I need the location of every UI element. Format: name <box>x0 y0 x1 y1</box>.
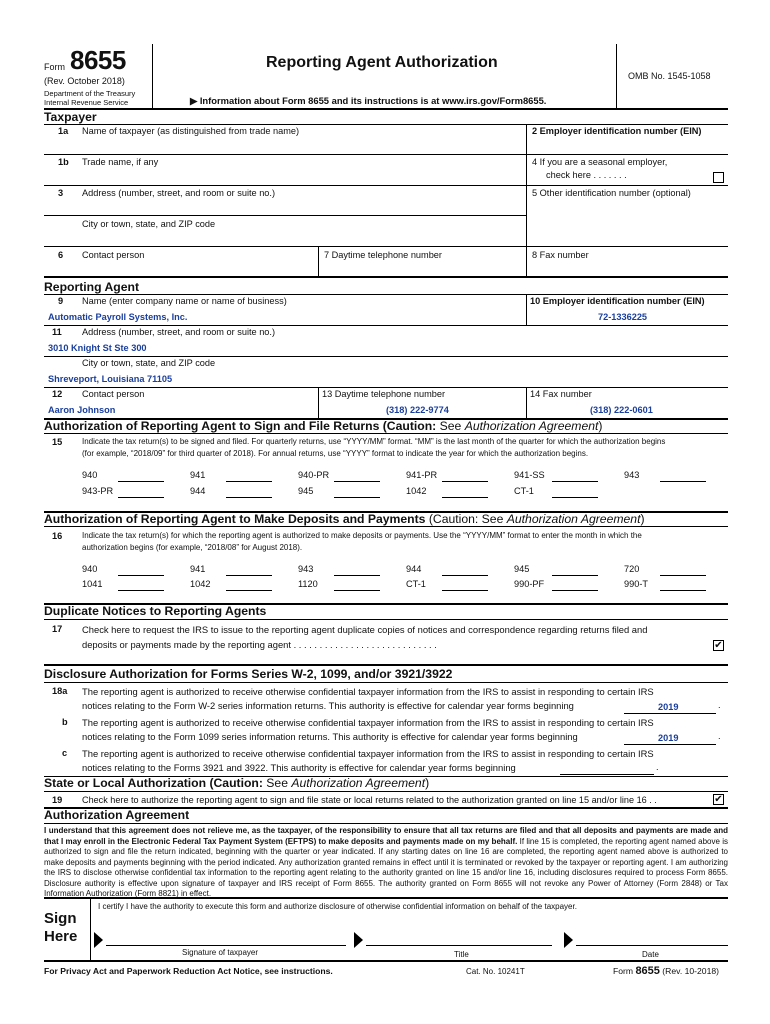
form-label: 941-SS <box>514 470 545 480</box>
form-number: 8655 <box>70 45 126 75</box>
line-1a-number: 1a <box>58 126 69 136</box>
footer-form-number: 8655 <box>635 965 660 977</box>
state-local-section-title <box>44 776 429 790</box>
line-18c-text-1: The reporting agent is authorized to receive otherwise confidential taxpayer information from the IRS to assist in responding to certain IRS <box>82 748 654 759</box>
seasonal-employer-checkbox[interactable] <box>713 172 724 183</box>
form-date-field[interactable] <box>442 481 488 482</box>
agent-name-field[interactable]: Automatic Payroll Systems, Inc. <box>48 312 188 322</box>
rule <box>44 294 728 295</box>
deposits-title-see: See <box>478 512 507 526</box>
taxpayer-column-divider <box>526 124 527 248</box>
rule <box>44 124 728 125</box>
state-local-checkbox[interactable]: ✔ <box>714 794 723 805</box>
form-label: 943 <box>624 470 640 480</box>
1099-year-underline <box>624 744 716 745</box>
form-label: 945 <box>298 486 314 496</box>
column-divider <box>318 246 319 276</box>
rule <box>44 791 728 792</box>
form-label: 1042 <box>406 486 427 496</box>
line-18b-text-2: notices relating to the Form 1099 series information returns. This authority is effective for calendar year forms beginning <box>82 731 578 742</box>
sign-file-title-italic: Authorization Agreement <box>464 419 599 433</box>
privacy-notice: For Privacy Act and Paperwork Reduction Act Notice, see instructions. <box>44 966 333 976</box>
period: . <box>718 700 721 710</box>
footer-form-word: Form <box>613 966 636 976</box>
omb-number: OMB No. 1545-1058 <box>628 71 711 81</box>
rule <box>44 215 526 216</box>
sign-file-title-end: ) <box>598 419 603 433</box>
state-local-title-bold: State or Local Authorization (Caution: <box>44 776 263 790</box>
form-label: 941-PR <box>406 470 438 480</box>
form-label: 941 <box>190 564 206 574</box>
line-6-label: Contact person <box>82 250 145 260</box>
line-19-text: Check here to authorize the reporting agent to sign and file state or local returns related to the authorization granted on line 15 and/or line 16 . . <box>82 795 657 805</box>
taxpayer-city-label: City or town, state, and ZIP code <box>82 219 216 229</box>
line-19-number: 19 <box>52 795 63 805</box>
form-title: Reporting Agent Authorization <box>266 54 498 71</box>
rule <box>44 276 728 278</box>
taxpayer-signature-field[interactable] <box>106 945 346 946</box>
catalog-number: Cat. No. 10241T <box>466 967 525 976</box>
line-9-label: Name (enter company name or name of business) <box>82 296 287 306</box>
header-rule <box>44 108 728 110</box>
w2-year-underline <box>624 713 716 714</box>
form-label: 943-PR <box>82 486 114 496</box>
line-2-label: 2 Employer identification number (EIN) <box>532 126 702 136</box>
period: . <box>656 762 659 772</box>
form-label: CT-1 <box>514 486 534 496</box>
title-arrow-icon <box>354 932 363 948</box>
line-4-check-here: check here . . . . . . . <box>546 170 627 180</box>
department-line-2: Internal Revenue Service <box>44 98 129 107</box>
line-1b-number: 1b <box>58 157 69 167</box>
footer-form-rev: (Rev. 10-2018) <box>659 966 719 976</box>
sign-file-title-bold: Authorization of Reporting Agent to Sign and File Returns (Caution: <box>44 419 437 433</box>
state-local-title-italic: Authorization Agreement <box>291 776 426 790</box>
form-label: 944 <box>190 486 206 496</box>
rule <box>44 356 728 357</box>
deposits-title-italic: Authorization Agreement <box>506 512 641 526</box>
form-label: CT-1 <box>406 579 426 589</box>
agent-ein-field[interactable]: 72-1336225 <box>598 312 648 322</box>
department-line-1: Department of the Treasury <box>44 89 136 98</box>
date-arrow-icon <box>564 932 573 948</box>
rule <box>44 664 728 666</box>
rule <box>44 433 728 434</box>
line-9-number: 9 <box>58 296 64 306</box>
form-label: 945 <box>514 564 530 574</box>
line-12-label: Contact person <box>82 389 145 399</box>
deposits-title-end: ) <box>640 512 645 526</box>
1099-year-field[interactable]: 2019 <box>658 733 679 743</box>
line-16-number: 16 <box>52 531 63 541</box>
form-date-field[interactable] <box>334 481 380 482</box>
state-local-title-see: See <box>262 776 292 790</box>
form-date-field[interactable] <box>660 481 706 482</box>
agreement-section-title: Authorization Agreement <box>44 808 190 822</box>
date-label: Date <box>642 950 659 959</box>
line-17-number: 17 <box>52 624 63 634</box>
form-date-field[interactable] <box>118 481 164 482</box>
deposits-title-bold: Authorization of Reporting Agent to Make Deposits and Payments <box>44 512 426 526</box>
rule <box>44 154 728 155</box>
form-date-field[interactable] <box>334 590 380 591</box>
sign-file-title-see: See <box>436 419 465 433</box>
form-label: 940 <box>82 470 98 480</box>
line-18a-number: 18a <box>52 686 68 696</box>
agent-city-field[interactable]: Shreveport, Louisiana 71105 <box>48 374 173 384</box>
column-divider <box>526 246 527 276</box>
line-10-label: 10 Employer identification number (EIN) <box>530 296 705 306</box>
rule <box>44 823 728 824</box>
form-date-field[interactable] <box>118 497 164 498</box>
agent-phone-field[interactable]: (318) 222-9774 <box>386 405 449 415</box>
3921-year-field[interactable] <box>560 774 654 775</box>
title-field[interactable] <box>366 945 552 946</box>
line-7-label: 7 Daytime telephone number <box>324 250 442 260</box>
duplicate-section-title: Duplicate Notices to Reporting Agents <box>44 604 267 618</box>
form-label: 720 <box>624 564 640 574</box>
info-line: ▶ Information about Form 8655 and its instructions is at www.irs.gov/Form8655. <box>190 95 547 106</box>
rule <box>44 246 728 247</box>
title-label: Title <box>454 950 469 959</box>
form-date-field[interactable] <box>226 481 272 482</box>
line-15-instructions-2: (for example, “2018/09” for third quarter of 2018). For annual returns, use “YYYY” format to indicate the year for which the authorization begins. <box>82 449 589 458</box>
line-18b-number: b <box>62 717 68 727</box>
line-11-label: Address (number, street, and room or suite no.) <box>82 327 276 337</box>
rule <box>44 325 728 326</box>
agent-fax-field[interactable]: (318) 222-0601 <box>590 405 653 415</box>
sign-arrow-icon <box>94 932 103 948</box>
rule <box>44 897 728 899</box>
rule <box>44 619 728 620</box>
form-date-field[interactable] <box>552 497 598 498</box>
agreement-text <box>44 826 728 900</box>
form-label: 940-PR <box>298 470 330 480</box>
form-date-field[interactable] <box>552 575 598 576</box>
form-date-field[interactable] <box>552 481 598 482</box>
line-13-label: 13 Daytime telephone number <box>322 389 446 399</box>
agent-address-field[interactable]: 3010 Knight St Ste 300 <box>48 343 147 353</box>
period: . <box>718 731 721 741</box>
form-label: 943 <box>298 564 314 574</box>
line-1b-label: Trade name, if any <box>82 157 159 167</box>
line-18a-text-1: The reporting agent is authorized to receive otherwise confidential taxpayer information from the IRS to assist in responding to certain IRS <box>82 686 654 697</box>
form-date-field[interactable] <box>442 575 488 576</box>
line-14-label: 14 Fax number <box>530 389 592 399</box>
deposits-title-caution: (Caution: <box>425 512 479 526</box>
agent-city-label: City or town, state, and ZIP code <box>82 358 216 368</box>
form-label: 990-T <box>624 579 649 589</box>
agent-contact-field[interactable]: Aaron Johnson <box>48 405 116 415</box>
here-label: Here <box>44 928 78 945</box>
line-3-label: Address (number, street, and room or suite no.) <box>82 188 276 198</box>
duplicate-notices-checkbox[interactable]: ✔ <box>714 640 723 651</box>
line-15-number: 15 <box>52 437 63 447</box>
rule <box>44 682 728 683</box>
line-3-number: 3 <box>58 188 64 198</box>
form-label: 1041 <box>82 579 103 589</box>
line-6-number: 6 <box>58 250 64 260</box>
line-5-label: 5 Other identification number (optional) <box>532 188 691 198</box>
sign-label: Sign <box>44 910 77 927</box>
form-date-field[interactable] <box>660 590 706 591</box>
form-label: 990-PF <box>514 579 545 589</box>
line-18b-text-1: The reporting agent is authorized to receive otherwise confidential taxpayer information from the IRS to assist in responding to certain IRS <box>82 717 654 728</box>
form-date-field[interactable] <box>334 497 380 498</box>
agreement-body-text: If line 15 is completed, the reporting agent named above is authorized to sign and file the return indicated, beginning with the quarter or year indicated. If any starting dates on line 16 are completed, the reporting agent named above is authorized to make deposits and payments beginning with the period indicated. Any authorization granted remains in effect until it is terminated or revoked by the taxpayer or reporting agent. I am authorizing the IRS to disclose otherwise confidential tax information to the reporting agent relating to the authority granted on line 15 and/or line 16, including disclosures required to process Form 8655. Disclosure authority is effective upon signature of taxpayer and IRS receipt of Form 8655. The authority granted on Form 8655 will not revoke any Power of Attorney (Form 2848) or Tax Information Authorization (Form 8821) in effect. <box>44 836 728 898</box>
column-divider <box>318 387 319 419</box>
line-18c-number: c <box>62 748 68 758</box>
line-1a-label: Name of taxpayer (as distinguished from trade name) <box>82 126 300 136</box>
form-label: 944 <box>406 564 422 574</box>
certify-text: I certify I have the authority to execute this form and authorize disclosure of otherwise confidential information on behalf of the taxpayer. <box>98 902 577 911</box>
header-divider-left <box>152 44 153 108</box>
form-date-field[interactable] <box>334 575 380 576</box>
column-divider <box>526 387 527 419</box>
signature-label: Signature of taxpayer <box>182 948 259 957</box>
line-16-instructions-2: authorization begins (for example, “2018/08” for August 2018). <box>82 543 303 552</box>
line-4-label: 4 If you are a seasonal employer, <box>532 157 668 167</box>
line-16-instructions-1: Indicate the tax return(s) for which the reporting agent is authorized to make deposits or payments. Use the “YYYY/MM” format to enter the month in which the <box>82 531 642 540</box>
line-12-number: 12 <box>52 389 63 399</box>
disclosure-section-title: Disclosure Authorization for Forms Series W-2, 1099, and/or 3921/3922 <box>44 667 453 681</box>
footer-form-id <box>613 965 719 977</box>
form-date-field[interactable] <box>118 575 164 576</box>
deposits-section-title <box>44 512 645 526</box>
rule <box>44 960 728 962</box>
w2-year-field[interactable]: 2019 <box>658 702 679 712</box>
line-18c-text-2: notices relating to the Forms 3921 and 3922. This authority is effective for calendar year forms beginning <box>82 762 516 773</box>
header-divider-right <box>616 44 617 108</box>
form-label: 940 <box>82 564 98 574</box>
taxpayer-section-title: Taxpayer <box>44 110 97 124</box>
form-date-field[interactable] <box>442 497 488 498</box>
date-field[interactable] <box>576 945 728 946</box>
state-local-title-end: ) <box>425 776 430 790</box>
revision-date: (Rev. October 2018) <box>44 76 125 86</box>
form-word: Form <box>44 62 65 72</box>
line-17-text-2: deposits or payments made by the reporting agent . . . . . . . . . . . . . . . . . . . . . . . . . . . . <box>82 639 437 650</box>
form-date-field[interactable] <box>552 590 598 591</box>
rule <box>44 526 728 527</box>
agent-section-title: Reporting Agent <box>44 280 140 294</box>
column-divider <box>526 294 527 326</box>
form-label: 1042 <box>190 579 211 589</box>
line-8-label: 8 Fax number <box>532 250 589 260</box>
line-17-text-1: Check here to request the IRS to issue to the reporting agent duplicate copies of notices and correspondence regarding returns filed and <box>82 624 648 635</box>
form-date-field[interactable] <box>118 590 164 591</box>
line-15-instructions-1: Indicate the tax return(s) to be signed and filed. For quarterly returns, use “YYYY/MM” format. “MM” is the last month of the quarter for which the authorization begins <box>82 437 666 446</box>
form-date-field[interactable] <box>226 575 272 576</box>
agreement-bold-text: I understand that this agreement does not relieve me, as the taxpayer, of the responsibility to ensure that all tax returns are filed and that all deposits and payments are made and that I may enroll in the Electronic Federal Tax Payment System (EFTPS) to make deposits and payments made on my behalf. <box>44 826 728 846</box>
sign-divider <box>90 897 91 960</box>
form-label: 941 <box>190 470 206 480</box>
form-date-field[interactable] <box>226 590 272 591</box>
line-11-number: 11 <box>52 327 62 337</box>
form-date-field[interactable] <box>442 590 488 591</box>
sign-file-section-title <box>44 419 602 433</box>
line-18a-text-2: notices relating to the Form W-2 series information returns. This authority is effective for calendar year forms beginning <box>82 700 574 711</box>
rule <box>44 185 728 186</box>
form-label: 1120 <box>298 579 318 589</box>
rule <box>44 387 728 388</box>
form-date-field[interactable] <box>660 575 706 576</box>
form-date-field[interactable] <box>226 497 272 498</box>
